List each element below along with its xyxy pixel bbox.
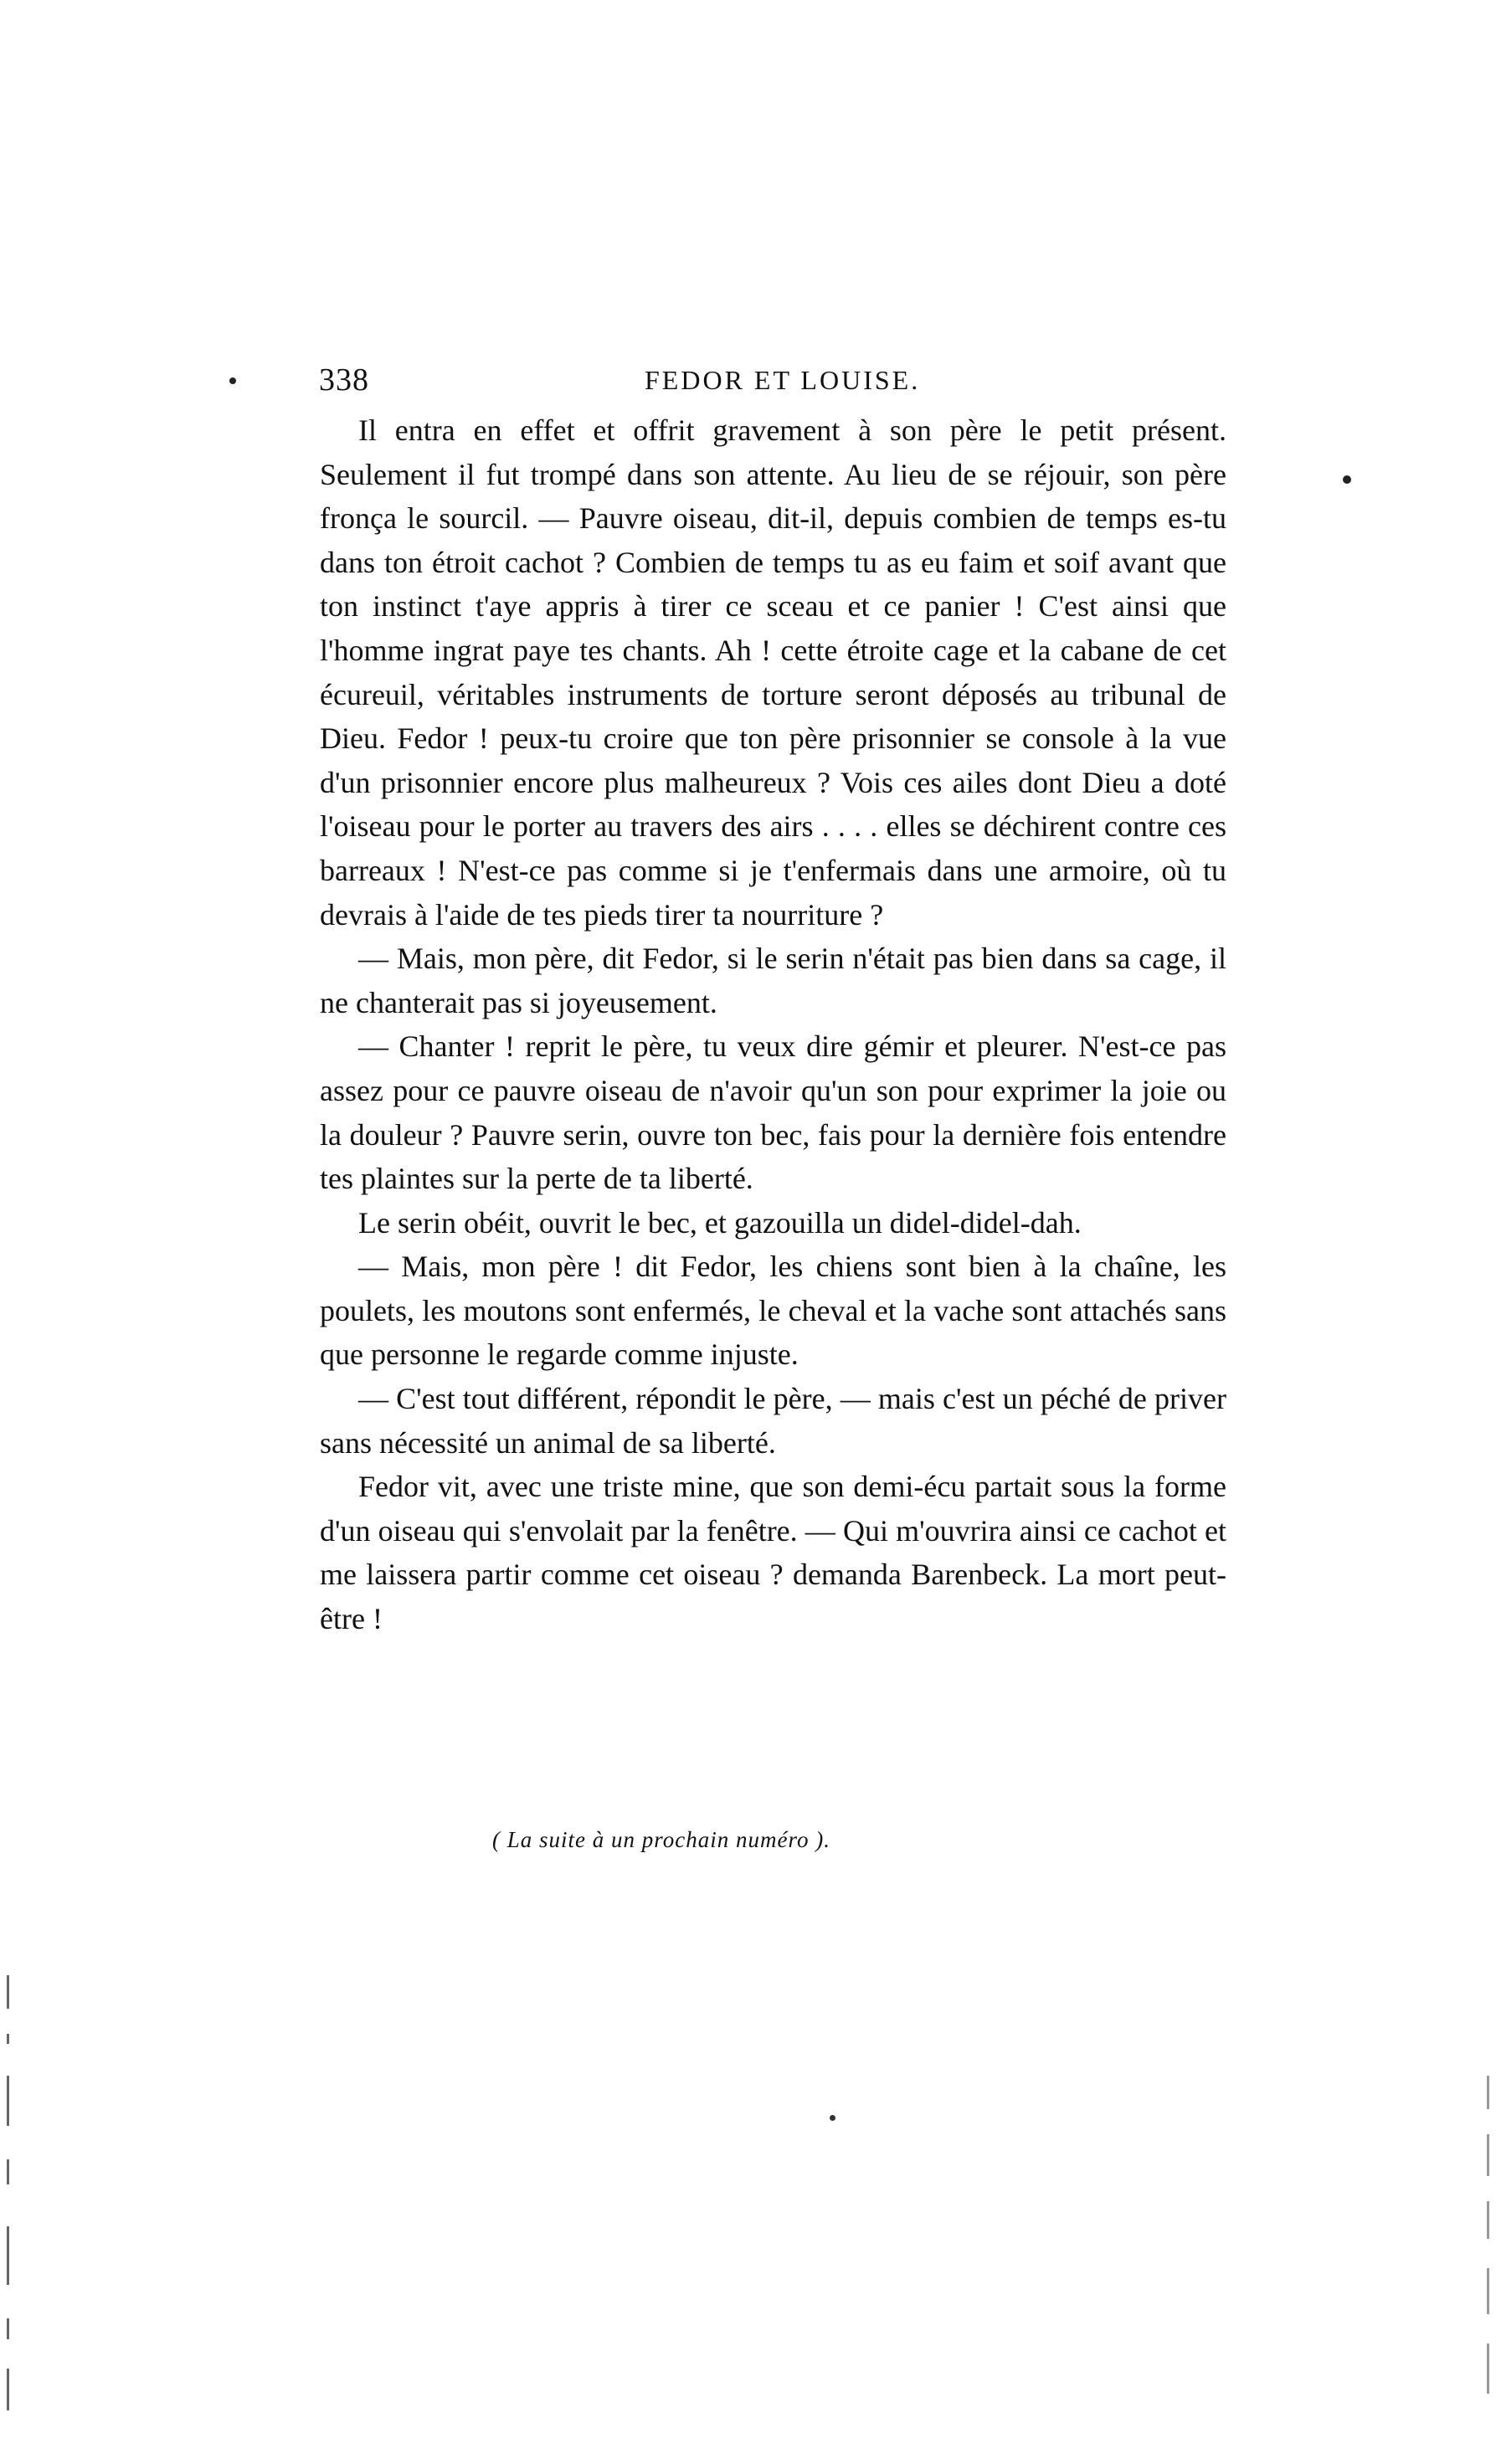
margin-dot-right <box>1343 475 1351 484</box>
paragraph-3: — Chanter ! reprit le père, tu veux dire gémir et pleurer. N'est-ce pas assez pour ce pauvre oiseau de n'avoir qu'un son pour exprimer la joie ou la douleur ? Pauvre serin, ouvre ton bec, fais pour la dernière fois entendre tes plaintes sur la perte de ta liberté. <box>320 1029 1226 1196</box>
margin-dot-bottom <box>830 2115 835 2121</box>
page-number: 338 <box>319 362 369 398</box>
body-text <box>320 408 1226 1641</box>
paragraph-1: Il entra en effet et offrit gravement à son père le petit présent. Seulement il fut trompé dans son attente. Au lieu de se réjouir, son père fronça le sourcil. — Pauvre oiseau, dit-il, depuis combien de temps es-tu dans ton étroit cachot ? Combien de temps tu as eu faim et soif avant que ton instinct t'aye appris à tirer ce sceau et ce panier ! C'est ainsi que l'homme ingrat paye tes chants. Ah ! cette étroite cage et la cabane de cet écureuil, véritables instruments de torture seront déposés au tribunal de Dieu. Fedor ! peux-tu croire que ton père prisonnier se console à la vue d'un prisonnier encore plus malheureux ? Vois ces ailes dont Dieu a doté l'oiseau pour le porter au travers des airs . . . . elles se déchirent contre ces barreaux ! N'est-ce pas comme si je t'enfermais dans une armoire, où tu devrais à l'aide de tes pieds tirer ta nourriture ? <box>320 413 1226 932</box>
scan-noise-top <box>0 0 385 13</box>
continuation-note: ( La suite à un prochain numéro ). <box>492 1827 830 1852</box>
paragraph-2: — Mais, mon père, dit Fedor, si le serin n'était pas bien dans sa cage, il ne chanterait pas si joyeusement. <box>320 942 1226 1019</box>
paragraph-5: — Mais, mon père ! dit Fedor, les chiens sont bien à la chaîne, les poulets, les moutons sont enfermés, le cheval et la vache sont attachés sans que personne le regarde comme injuste. <box>320 1250 1226 1372</box>
scan-edge-left <box>0 1958 25 2427</box>
margin-dot-left <box>229 377 236 384</box>
running-title: FEDOR ET LOUISE. <box>645 365 921 395</box>
paragraph-7: Fedor vit, avec une triste mine, que son demi-écu partait sous la forme d'un oiseau qui s'envolait par la fenêtre. — Qui m'ouvrira ainsi ce cachot et me laissera partir comme cet oiseau ? demanda Barenbeck. La mort peut-être ! <box>320 1470 1226 1636</box>
paragraph-4: Le serin obéit, ouvrit le bec, et gazouilla un didel-didel-dah. <box>358 1205 1082 1240</box>
paragraph-6: — C'est tout différent, répondit le père, — mais c'est un péché de priver sans nécessité un animal de sa liberté. <box>320 1382 1226 1460</box>
scan-edge-right <box>1487 2076 1492 2427</box>
